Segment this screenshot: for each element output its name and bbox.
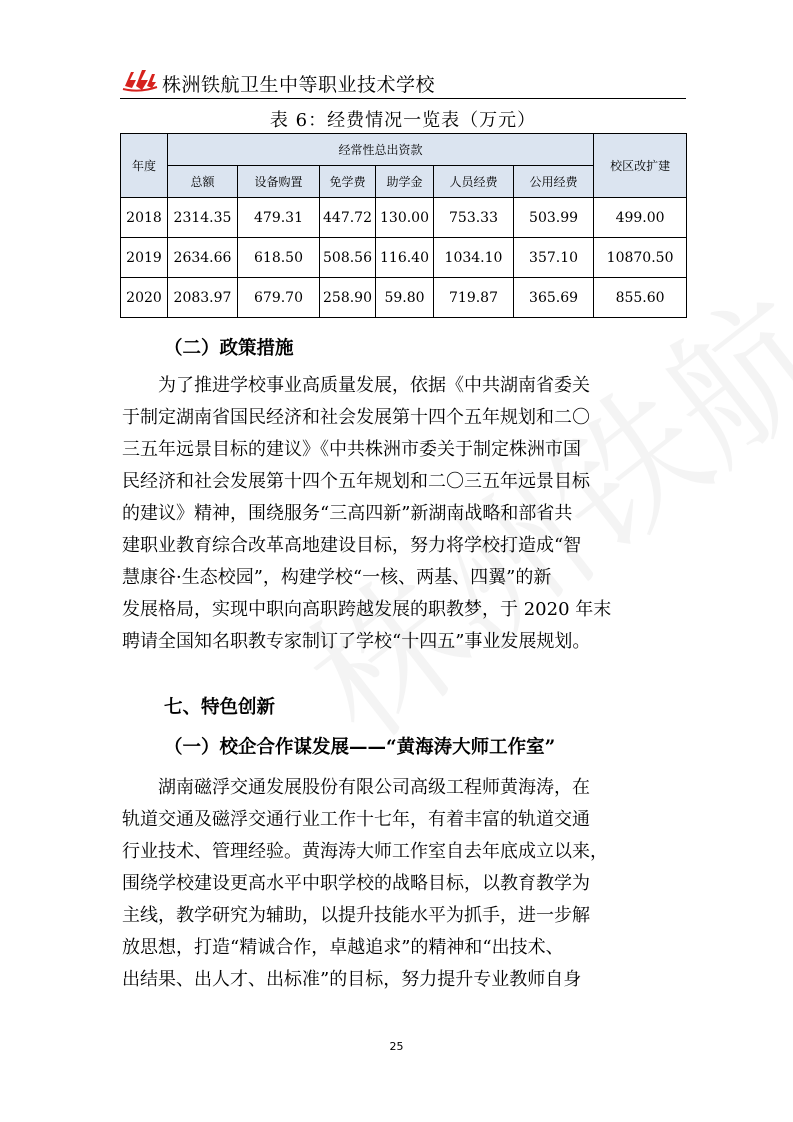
paragraph-line: 慧康谷·生态校园”，构建学校“一核、两基、四翼”的新	[122, 567, 552, 588]
cell-public: 503.99	[514, 198, 594, 238]
cell-equipment: 618.50	[238, 238, 320, 278]
school-name: 株洲铁航卫生中等职业技术学校	[162, 74, 436, 96]
cell-equipment: 479.31	[238, 198, 320, 238]
col-header-grant: 助学金	[376, 166, 434, 198]
paragraph-line: 出结果、出人才、出标准”的目标，努力提升专业教师自身	[122, 969, 582, 990]
table-row	[121, 278, 687, 318]
paragraph-line: 三五年远景目标的建议》《中共株洲市委关于制定株洲市国	[122, 439, 581, 460]
col-header-public: 公用经费	[514, 166, 594, 198]
page-number: 25	[389, 1040, 404, 1053]
cell-personnel: 1034.10	[434, 238, 514, 278]
page-header	[120, 64, 686, 99]
cell-grant: 59.80	[376, 278, 434, 318]
cell-public: 365.69	[514, 278, 594, 318]
cell-year: 2020	[121, 278, 168, 318]
paragraph-line: 轨道交通及磁浮交通行业工作十七年，有着丰富的轨道交通	[122, 809, 590, 830]
cell-year: 2019	[121, 238, 168, 278]
section7-paragraph	[122, 772, 688, 996]
paragraph-line: 民经济和社会发展第十四个五年规划和二〇三五年远景目标	[122, 471, 590, 492]
cell-total: 2634.66	[168, 238, 238, 278]
cell-renovation: 499.00	[594, 198, 687, 238]
cell-year: 2018	[121, 198, 168, 238]
cell-renovation: 10870.50	[594, 238, 687, 278]
group-header: 经常性总出资款	[168, 134, 594, 166]
paragraph-line: 聘请全国知名职教专家制订了学校“十四五”事业发展规划。	[122, 631, 591, 652]
cell-equipment: 679.70	[238, 278, 320, 318]
paragraph-line: 行业技术、管理经验。黄海涛大师工作室自去年底成立以来，	[122, 841, 608, 862]
table-row	[121, 198, 687, 238]
policy-heading: （二）政策措施	[164, 338, 294, 359]
col-header-year: 年度	[121, 134, 168, 198]
paragraph-line: 的建议》精神，围绕服务“三高四新”新湖南战略和部省共	[122, 503, 573, 524]
paragraph-line: 放思想，打造“精诚合作，卓越追求”的精神和“出技术、	[122, 937, 564, 958]
paragraph-line: 为了推进学校事业高质量发展，依据《中共湖南省委关	[122, 375, 590, 396]
cell-renovation: 855.60	[594, 278, 687, 318]
col-header-equipment: 设备购置	[238, 166, 320, 198]
school-logo-icon	[122, 66, 158, 92]
col-header-tuition-waiver: 免学费	[320, 166, 376, 198]
cell-tuition-waiver: 508.56	[320, 238, 376, 278]
paragraph-line: 建职业教育综合改革高地建设目标，努力将学校打造成“智	[122, 535, 582, 556]
paragraph-line: 发展格局，实现中职向高职跨越发展的职教梦，于 2020 年末	[122, 599, 612, 620]
table-caption: 表 6：经费情况一览表（万元）	[269, 110, 537, 131]
policy-paragraph	[122, 370, 688, 658]
section-heading: 七、特色创新	[164, 697, 276, 718]
cell-total: 2083.97	[168, 278, 238, 318]
cell-public: 357.10	[514, 238, 594, 278]
subsection-heading: （一）校企合作谋发展——“黄海涛大师工作室”	[164, 737, 556, 758]
cell-grant: 116.40	[376, 238, 434, 278]
cell-tuition-waiver: 447.72	[320, 198, 376, 238]
paragraph-line: 主线，教学研究为辅助，以提升技能水平为抓手，进一步解	[122, 905, 590, 926]
paragraph-line: 于制定湖南省国民经济和社会发展第十四个五年规划和二〇	[122, 407, 590, 428]
cell-tuition-waiver: 258.90	[320, 278, 376, 318]
funding-table	[120, 133, 687, 318]
cell-total: 2314.35	[168, 198, 238, 238]
cell-grant: 130.00	[376, 198, 434, 238]
paragraph-line: 围绕学校建设更高水平中职学校的战略目标，以教育教学为	[122, 873, 590, 894]
paragraph-line: 湖南磁浮交通发展股份有限公司高级工程师黄海涛，在	[122, 777, 590, 798]
cell-personnel: 719.87	[434, 278, 514, 318]
table-row	[121, 238, 687, 278]
col-header-total: 总额	[168, 166, 238, 198]
col-header-personnel: 人员经费	[434, 166, 514, 198]
cell-personnel: 753.33	[434, 198, 514, 238]
col-header-renovation: 校区改扩建	[594, 134, 687, 198]
